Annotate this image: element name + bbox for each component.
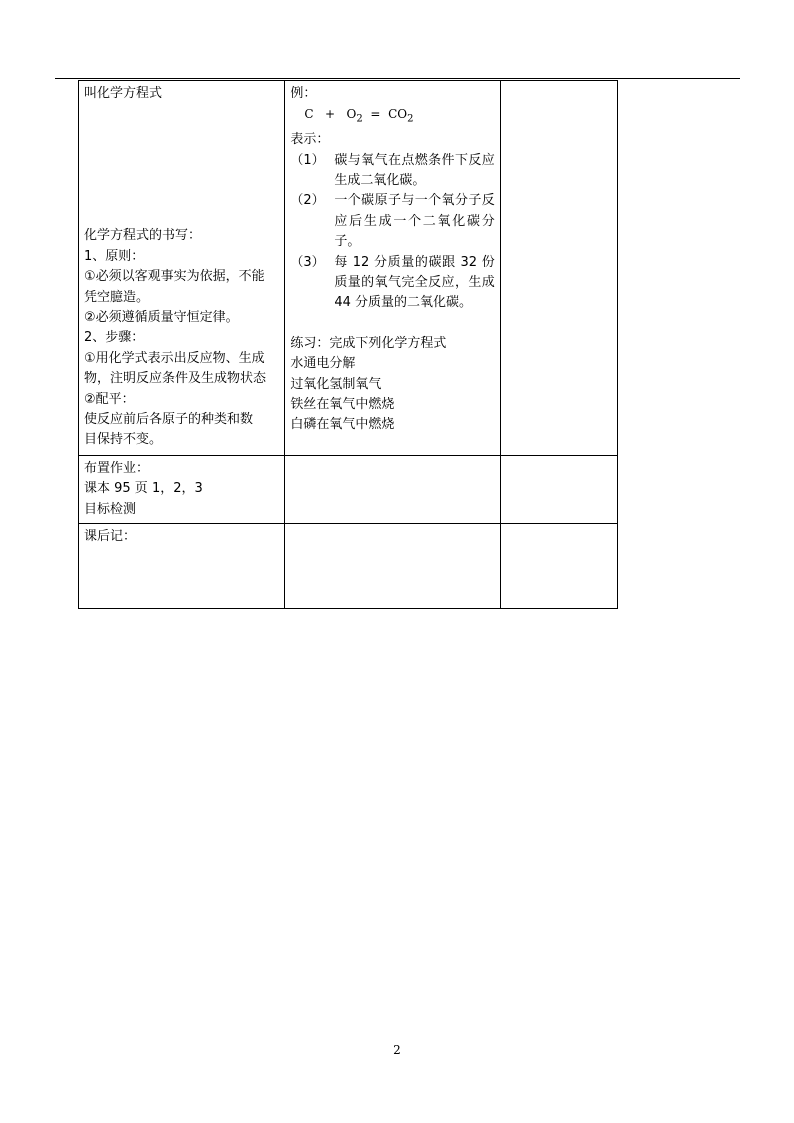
- content-cell: [79, 81, 285, 456]
- exercise-item: 过氧化氢制氧气: [290, 376, 382, 392]
- example-cell: [285, 81, 500, 456]
- table-row: [79, 524, 618, 609]
- empty-cell: [285, 456, 500, 524]
- meaning-item: （3） 每 12 分质量的碳跟 32 份质量的氧气完全反应，生成 44 分质量的二氧化碳。: [290, 254, 495, 311]
- table-row: [79, 456, 618, 524]
- homework-title: 布置作业：: [84, 461, 150, 476]
- section-heading: 化学方程式的书写：: [84, 228, 202, 244]
- step-1-line-a: ①用化学式表示出反应物、生成: [84, 350, 265, 366]
- meaning-item: （2） 一个碳原子与一个氧分子反应后生成一个二氧化碳分子。: [290, 193, 495, 250]
- homework-line: 课本 95 页 1，2，3: [84, 481, 203, 497]
- step-2-detail-a: 使反应前后各原子的种类和数: [84, 412, 254, 428]
- chemical-equation: C + $O_2 = CO_2$: [304, 107, 414, 125]
- principle-1-line-b: 凭空臆造。: [84, 289, 150, 305]
- homework-cell: [79, 456, 285, 524]
- principle-title: 1、原则：: [84, 248, 145, 264]
- empty-cell: [500, 456, 617, 524]
- meaning-label: 表示：: [290, 132, 330, 148]
- principle-2: ②必须遵循质量守恒定律。: [84, 310, 239, 326]
- exercise-item: 水通电分解: [290, 356, 356, 372]
- meaning-item: （1） 碳与氧气在点燃条件下反应生成二氧化碳。: [290, 152, 495, 189]
- step-1-line-b: 物，注明反应条件及生成物状态: [84, 371, 267, 387]
- exercise-item: 白磷在氧气中燃烧: [290, 417, 395, 433]
- table-row: [79, 81, 618, 456]
- spacer: [290, 314, 494, 334]
- notes-title: 课后记：: [84, 529, 137, 545]
- principle-1-line-a: ①必须以客观事实为依据，不能: [84, 269, 265, 285]
- empty-cell: [500, 81, 617, 456]
- definition-text: 叫化学方程式: [84, 86, 163, 101]
- exercise-label: 练习：完成下列化学方程式: [290, 335, 447, 351]
- page-number: 2: [393, 1043, 401, 1057]
- homework-line: 目标检测: [84, 501, 137, 517]
- exercise-item: 铁丝在氧气中燃烧: [290, 397, 395, 413]
- spacer: [84, 104, 279, 226]
- steps-title: 2、步骤：: [84, 330, 145, 346]
- step-2-detail-b: 目保持不变。: [84, 432, 163, 448]
- header-rule: [55, 78, 740, 79]
- empty-cell: [285, 524, 500, 609]
- step-2: ②配平：: [84, 391, 135, 407]
- lesson-table: [78, 80, 618, 609]
- notes-cell: [79, 524, 285, 609]
- empty-cell: [500, 524, 617, 609]
- example-label: 例：: [290, 86, 317, 101]
